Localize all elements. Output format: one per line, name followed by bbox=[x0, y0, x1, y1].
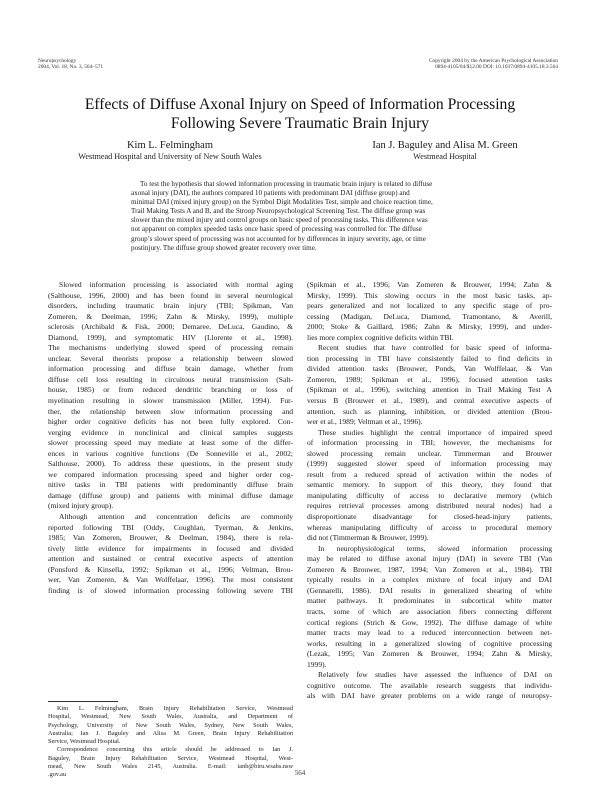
abstract-line: To test the hypothesis that slowed information processing in traumatic brain injury is related to diffuse bbox=[140, 180, 433, 188]
copyright-notice: Copyright 2004 by the American Psychological Association bbox=[428, 58, 558, 64]
author-affiliation: Westmead Hospital bbox=[413, 152, 477, 161]
body-column-right bbox=[307, 280, 552, 702]
body-text-line: (Gennarelli, 1986). DAI results in generalized shearing of white bbox=[307, 585, 552, 595]
abstract-line: axonal injury (DAI), the authors compared 10 patients with predominant DAI (diffuse group) and bbox=[131, 189, 410, 198]
body-text-line: (Lezak, 1995; Van Zomeren & Brouwer, 1994; Zahn & Mirsky, bbox=[307, 649, 552, 659]
body-text-line: sclerosis (Archibald & Fisk, 2000; Demaree, DeLuca, Gaudino, & bbox=[48, 322, 293, 332]
body-text-line: divided attention tasks (Brouwer, Ponds, Van Wolffelaar, & Van bbox=[307, 364, 552, 374]
body-text-line: manipulating difficulty of access to declarative memory (which bbox=[307, 490, 552, 500]
body-text-line: lies more complex cognitive deficits within TBI. bbox=[307, 332, 454, 342]
body-text-line: slowed processing remain unclear. Timmerman and Brouwer bbox=[307, 448, 552, 458]
body-text-line: tracts, some of which are association fibers connecting different bbox=[307, 606, 552, 616]
body-text-line: slower processing speed may mediate at least some of the differ- bbox=[48, 438, 293, 448]
body-text-line: The mechanisms underlying slowed speed of processing remain bbox=[48, 343, 293, 353]
abstract-line: Trail Making Tests A and B, and the Stroop Neuropsychological Screening Test. The diffuse group was bbox=[131, 207, 426, 216]
footnote-line: Service, Westmead Hospital. bbox=[48, 738, 121, 746]
body-text-line: wer, Van Zomeren, & Van Wolffelaar, 1996). The most consistent bbox=[48, 575, 293, 585]
body-text-line: als with DAI have greater problems on a wide range of neuropsy- bbox=[307, 691, 552, 701]
body-text-line: requires retrieval processes among distributed neural nodes) had a bbox=[307, 501, 552, 511]
footnote-line: .gov.au bbox=[48, 771, 67, 779]
body-text-line: Zomeren & Brouwer, 1987, 1994; Van Zomeren et al., 1984). TBI bbox=[307, 564, 552, 574]
body-text-line: Slowed information processing is associated with normal aging bbox=[59, 280, 293, 289]
title-line-2: Following Severe Traumatic Brain Injury bbox=[170, 115, 430, 132]
body-text-line: may be related to diffuse axonal injury (DAI) in severe TBI (Van bbox=[307, 554, 552, 564]
footnote-line: Correspondence concerning this article should be addressed to Ian J. bbox=[57, 746, 293, 754]
body-text-line: (Salthouse, 1996, 2000) and has been found in several neurological bbox=[48, 290, 293, 300]
body-text-line: tion processing in TBI have consistently failed to find deficits in bbox=[307, 353, 552, 363]
footnote-line: mead, New South Wales 2145, Australia. E-mail: ianb@biru.wsahs.nsw bbox=[48, 763, 293, 771]
body-text-line: (Spikman et al., 1996; Van Zomeren & Brouwer, 1994; Zahn & bbox=[307, 280, 552, 289]
body-text-line: (mixed injury group). bbox=[48, 501, 114, 511]
body-text-line: pears generalized and not localized to any specific stage of pro- bbox=[307, 301, 552, 311]
body-text-line: wer et al., 1989; Veltman et al., 1996). bbox=[307, 417, 423, 427]
abstract-line: not apparent on complex speeded tasks once basic speed of processing was controlled for. The diffuse bbox=[131, 225, 422, 234]
body-text-line: matter tracts may lead to a reduced interconnection between net- bbox=[307, 628, 552, 638]
abstract-line: slower than the mixed injury and control groups on basic speed of processing tasks. This difference was bbox=[131, 216, 428, 225]
body-text-line: Recent studies that have controlled for basic speed of informa- bbox=[318, 343, 552, 353]
body-text-line: finding is of slowed information processing following severe TBI bbox=[48, 585, 293, 595]
body-text-line: ences in various cognitive functions (De Sonneville et al., 2002; bbox=[48, 448, 293, 458]
body-text-line: Salthouse, 2000). To address these questions, in the present study bbox=[48, 459, 293, 469]
journal-volume: 2004, Vol. 18, No. 3, 564–571 bbox=[38, 64, 104, 71]
body-text-line: diffuse cell loss resulting in circuitous neural transmission (Salt- bbox=[48, 374, 293, 384]
body-text-line: disorders, including traumatic brain injury (TBI; Spikman, Van bbox=[48, 301, 293, 311]
title-line-1: Effects of Diffuse Axonal Injury on Speed of Information Processing bbox=[84, 96, 516, 113]
body-text-line: These studies highlight the central importance of impaired speed bbox=[318, 427, 552, 437]
body-text-line: Zomeren, 1989; Spikman et al., 1996), focused attention tasks bbox=[307, 374, 552, 384]
journal-header bbox=[38, 58, 103, 71]
author-affiliation: Westmead Hospital and University of New South Wales bbox=[78, 152, 262, 161]
body-text-line: semantic memory. In support of this theory, they found that bbox=[307, 480, 552, 490]
body-text-line: Diamond, 1999), and symptomatic HIV (Llorente et al., 1998). bbox=[48, 332, 293, 342]
body-text-line: whereas manipulating difficulty of access to procedural memory bbox=[307, 522, 552, 532]
abstract bbox=[131, 180, 485, 253]
body-text-line: disproportionate disadvantage for closed-head-injury patients, bbox=[307, 512, 552, 522]
body-text-line: 2000; Stoke & Gaillard, 1986; Zahn & Mirsky, 1999), and under- bbox=[307, 322, 552, 332]
author-group-1 bbox=[60, 140, 280, 162]
body-text-line: information processing and diffuse brain damage, whether from bbox=[48, 364, 293, 374]
body-text-line: higher order cognitive deficits has not been fully explored. Con- bbox=[48, 417, 293, 427]
body-text-line: did not (Timmerman & Brouwer, 1999). bbox=[307, 533, 429, 543]
body-text-line: attention, such as planning, inhibition, or divided attention (Brou- bbox=[307, 406, 552, 416]
abstract-line: group’s slower speed of processing was not accounted for by differences in injury severity, age, or time bbox=[131, 234, 426, 243]
footnote-line: Hospital, Westmead, New South Wales, Australia, and Department of bbox=[48, 713, 293, 721]
body-text-line: we compared information processing speed and higher order cog- bbox=[48, 469, 293, 479]
body-text-line: myelination resulting in slower transmission (Miller, 1994). Fur- bbox=[48, 396, 293, 406]
body-text-line: matter pathways. It predominates in subcortical white matter bbox=[307, 596, 552, 606]
body-text-line: Mirsky, 1999). This slowing occurs in the most basic tasks, ap- bbox=[307, 290, 552, 300]
body-column-left bbox=[48, 280, 293, 596]
footnote-line: Psychology, University of New South Wales, Sydney, New South Wales, bbox=[48, 721, 293, 729]
body-text-line: house, 1985) or from reduced dendritic branching or loss of bbox=[48, 385, 293, 395]
article-title bbox=[0, 95, 600, 133]
body-text-line: 1985; Van Zomeren, Brouwer, & Deelman, 1984), there is rela- bbox=[48, 533, 293, 543]
body-text-line: reported following TBI (Oddy, Coughlan, Tyerman, & Jenkins, bbox=[48, 522, 293, 532]
body-text-line: of information processing in TBI; however, the mechanisms for bbox=[307, 438, 552, 448]
author-name: Ian J. Baguley and Alisa M. Green bbox=[372, 140, 518, 151]
body-text-line: (Spikman et al., 1996), switching attention in Trail Making Test A bbox=[307, 385, 552, 395]
footnote-line: Baguley, Brain Injury Rehabilitation Service, Westmead Hospital, West- bbox=[48, 754, 293, 762]
body-text-line: 1999). bbox=[307, 659, 327, 669]
body-text-line: Relatively few studies have assessed the influence of DAI on bbox=[318, 670, 552, 680]
body-text-line: Zomeren, & Deelman, 1996; Zahn & Mirsky, 1999), multiple bbox=[48, 311, 293, 321]
author-group-2 bbox=[335, 140, 555, 162]
body-text-line: cortical regions (Strich & Gow, 1992). The diffuse damage of white bbox=[307, 617, 552, 627]
body-text-line: Although attention and concentration deficits are commonly bbox=[59, 512, 293, 522]
abstract-line: postinjury. The diffuse group showed greater recovery over time. bbox=[131, 243, 317, 252]
body-text-line: typically results in a complex mixture of focal injury and DAI bbox=[307, 575, 552, 585]
body-text-line: versus B (Brouwer et al., 1989), and central executive aspects of bbox=[307, 396, 552, 406]
footnote-line: Australia; Ian J. Baguley and Alisa M. Green, Brain Injury Rehabilitation bbox=[48, 729, 293, 737]
footnote-divider bbox=[48, 701, 118, 702]
body-text-line: cognitive outcome. The available research suggests that individu- bbox=[307, 680, 552, 690]
body-text-line: unclear. Several theorists propose a relationship between slowed bbox=[48, 353, 293, 363]
page-number: 564 bbox=[294, 769, 306, 777]
journal-name: Neuropsychology bbox=[38, 58, 77, 64]
copyright-header bbox=[429, 58, 558, 71]
body-text-line: (Ponsford & Kinsella, 1992; Spikman et al., 1996; Veltman, Brou- bbox=[48, 564, 293, 574]
abstract-line: minimal DAI (mixed injury group) on the Symbol Digit Modalities Test, simple and choice reaction time, bbox=[131, 198, 433, 207]
footnote-line: Kim L. Felmingham, Brain Injury Rehabilitation Service, Westmead bbox=[57, 705, 293, 712]
body-text-line: In neurophysiological terms, slowed information processing bbox=[318, 543, 552, 553]
doi-line: 0894-4105/04/$12.00 DOI: 10.1037/0894-4105.18.3.564 bbox=[435, 64, 558, 71]
body-text-line: result from a reduced spread of activation within the nodes of bbox=[307, 469, 552, 479]
body-text-line: nitive tasks in TBI patients with predominantly diffuse brain bbox=[48, 480, 293, 490]
author-name: Kim L. Felmingham bbox=[126, 140, 214, 151]
body-text-line: (1999) suggested slower speed of information processing may bbox=[307, 459, 552, 469]
body-text-line: works, resulting in a generalized slowing of cognitive processing bbox=[307, 638, 552, 648]
body-text-line: damage (diffuse group) and patients with minimal diffuse damage bbox=[48, 490, 293, 500]
body-text-line: ther, the relationship between slow information processing and bbox=[48, 406, 293, 416]
body-text-line: verging evidence in nonclinical and clinical samples suggests bbox=[48, 427, 293, 437]
body-text-line: tively little evidence for impairments in focused and divided bbox=[48, 543, 293, 553]
body-text-line: attention and sustained or central executive aspects of attention bbox=[48, 554, 293, 564]
body-text-line: cessing (Madigan, DeLuca, Diamond, Tramontano, & Averill, bbox=[307, 311, 552, 321]
